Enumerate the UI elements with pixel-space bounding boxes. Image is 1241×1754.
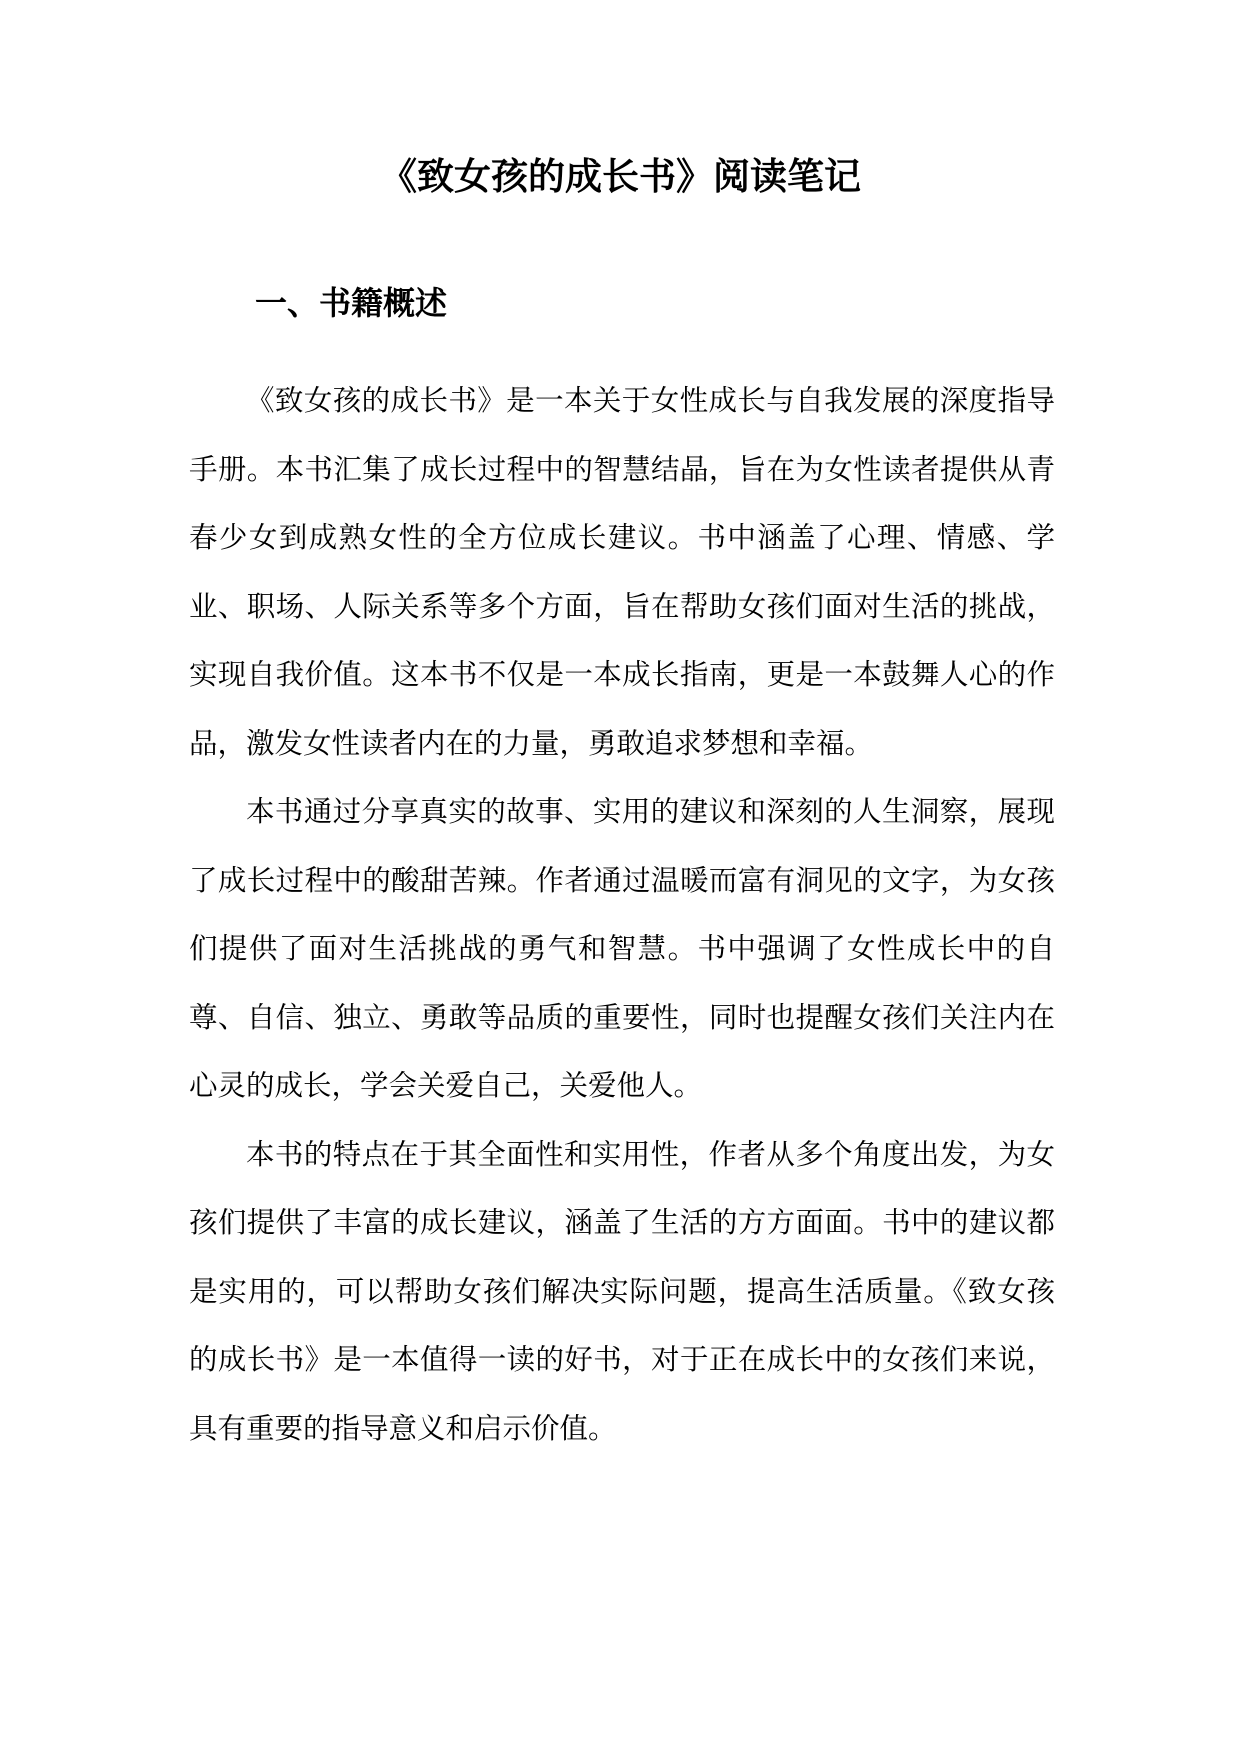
paragraph-3: 本书的特点在于其全面性和实用性，作者从多个角度出发，为女孩们提供了丰富的成长建议，涵盖了生活的方方面面。书中的建议都是实用的，可以帮助女孩们解决实际问题，提高生活质量。《致女孩的成长书》是一本值得一读的好书，对于正在成长中的女孩们来说，具有重要的指导意义和启示价值。 <box>189 1137 1055 1445</box>
paragraph-1: 《致女孩的成长书》是一本关于女性成长与自我发展的深度指导手册。本书汇集了成长过程中的智慧结晶，旨在为女性读者提供从青春少女到成熟女性的全方位成长建议。书中涵盖了心理、情感、学业、职场、人际关系等多个方面，旨在帮助女孩们面对生活的挑战，实现自我价值。这本书不仅是一本成长指南，更是一本鼓舞人心的作品，激发女性读者内在的力量，勇敢追求梦想和幸福。 <box>189 384 1055 760</box>
document-title: 《致女孩的成长书》阅读笔记 <box>380 154 861 198</box>
paragraph-2: 本书通过分享真实的故事、实用的建议和深刻的人生洞察，展现了成长过程中的酸甜苦辣。作者通过温暖而富有洞见的文字，为女孩们提供了面对生活挑战的勇气和智慧。书中强调了女性成长中的自尊、自信、独立、勇敢等品质的重要性，同时也提醒女孩们关注内在心灵的成长，学会关爱自己，关爱他人。 <box>189 795 1055 1102</box>
section-body <box>189 367 1055 1463</box>
section-heading: 一、书籍概述 <box>255 284 448 322</box>
